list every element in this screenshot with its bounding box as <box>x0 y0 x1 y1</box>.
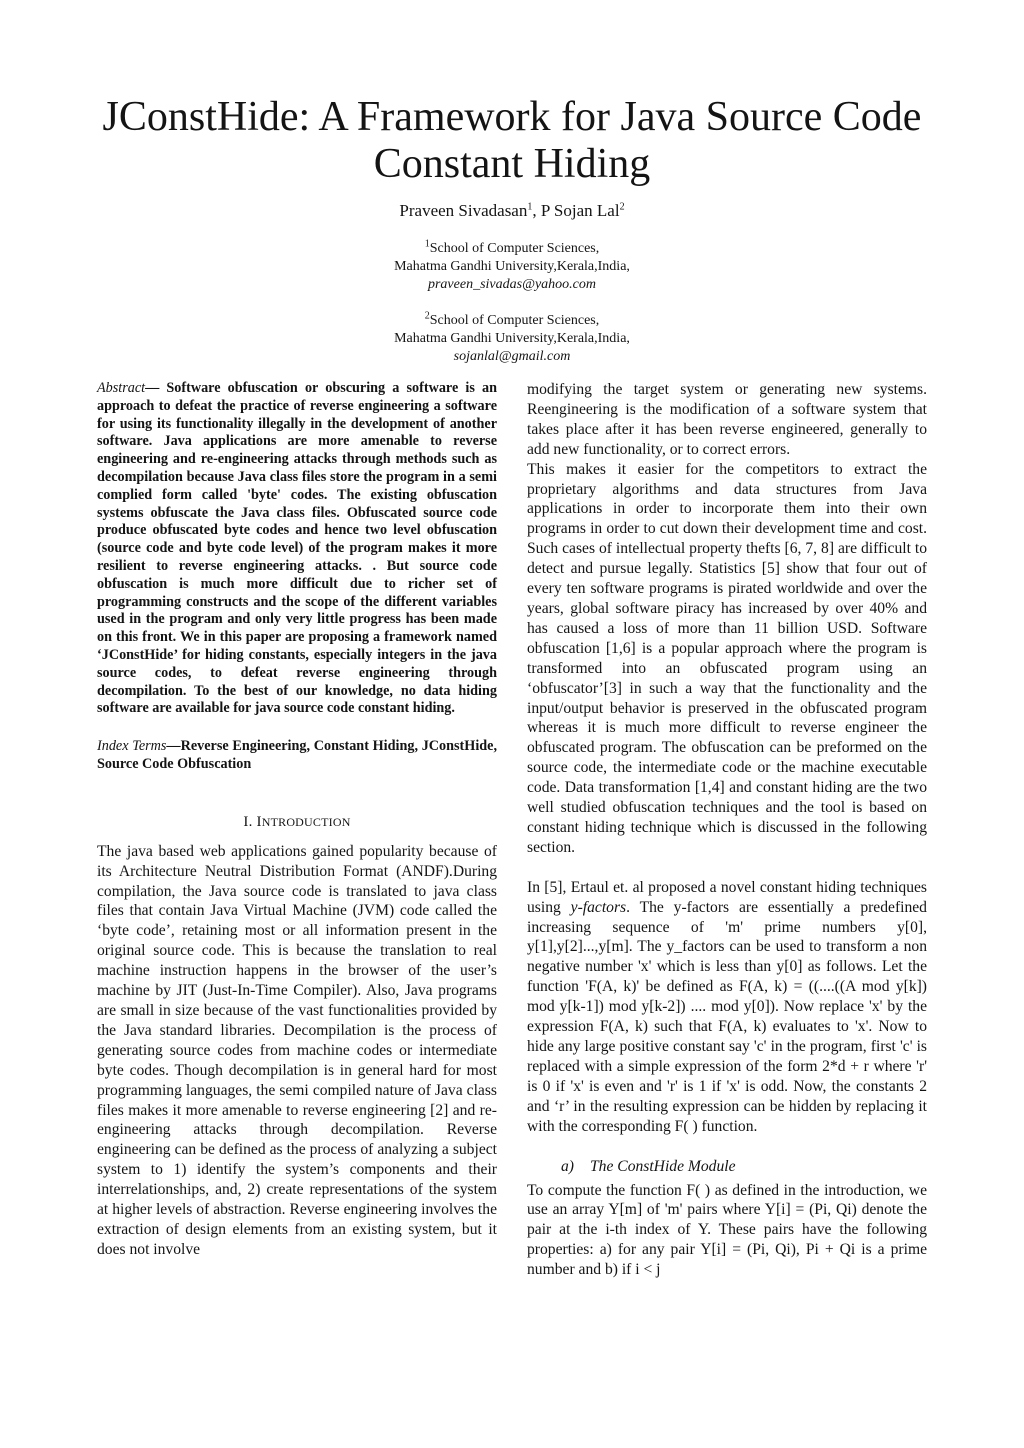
right-paragraph-4: To compute the function F( ) as defined in the introduction, we use an array Y[m] of 'm' pairs where Y[i] = (Pi, Qi) denote the pair at the i-th index of Y. These pairs have the following properties: a) for any pair Y[i] = (Pi, Qi), Pi + Qi is a prime number and b) if i < j <box>527 1181 927 1279</box>
author-2: P Sojan Lal <box>540 201 620 220</box>
right-paragraph-3 <box>527 878 927 1137</box>
paragraph-3-before: In [5], Ertaul et. al proposed a novel constant hiding techniques using <box>527 878 927 916</box>
author-1-affil-mark: 1 <box>527 201 533 213</box>
affiliation-2-university: Mahatma Gandhi University,Kerala,India, <box>394 331 630 346</box>
section-numeral: I. <box>243 813 257 830</box>
section-first-letter: I <box>256 813 262 830</box>
index-terms-dash: — <box>166 738 181 755</box>
title-line-2: Constant Hiding <box>373 141 651 187</box>
subsection-title: The ConstHide Module <box>590 1157 736 1175</box>
right-column <box>527 380 927 1280</box>
affiliation-1-mark: 1 <box>424 238 430 250</box>
author-1: Praveen Sivadasan <box>399 201 528 220</box>
affiliation-2-mark: 2 <box>424 310 430 322</box>
affiliation-1-email[interactable]: praveen_sivadas@yahoo.com <box>427 277 596 292</box>
title-line-1: JConstHide: A Framework for Java Source Code <box>102 94 922 140</box>
right-paragraph-1: modifying the target system or generating new systems. Reengineering is the modification of a software system that takes place after it has been reverse engineered, generally to add new functionality, or to correct errors. <box>527 381 927 458</box>
abstract <box>97 380 497 718</box>
left-column <box>97 380 497 1260</box>
y-factors-term: y-factors <box>570 898 627 916</box>
affiliation-1-school: School of Computer Sciences, <box>429 241 600 256</box>
section-heading-introduction <box>97 812 497 832</box>
paper-title <box>40 94 984 188</box>
subsection-letter: a) <box>561 1157 574 1175</box>
author-separator: , <box>532 201 541 220</box>
abstract-label: Abstract <box>97 380 146 396</box>
affiliation-1-university: Mahatma Gandhi University,Kerala,India, <box>394 259 630 274</box>
author-list <box>0 200 1024 222</box>
index-terms-label: Index Terms <box>97 738 167 755</box>
paragraph-3-after: . The y-factors are essentially a predefined increasing sequence of 'm' prime numbers y[0], y[1],y[2]...,y[m]. The y_factors can be used to transform a non negative number 'x' which is less than y[0] as follows. Let the function 'F(A, k)' be defined as F(A, k) = ((....((A mod y[k]) mod y[k-1]) mod y[k-2]) .... mod y[0]). Now replace 'x' by the expression F(A, k) such that F(A, k) evaluates to 'x'. Now to hide any large positive constant say 'c' in the program, first 'c' is replaced with a simple expression of the form 2*d + r where 'r' is 0 if 'x' is even and 'r' is 1 if 'x' is odd. Now, the constants 2 and ‘r’ in the resulting expression can be hidden by replacing it with the corresponding F( ) function. <box>527 898 927 1135</box>
affiliation-2-school: School of Computer Sciences, <box>429 313 600 328</box>
right-paragraph-2: This makes it easier for the competitors to extract the proprietary algorithms and data structures from Java applications in order to incorporate them into their own programs in order to cut down their development time and cost. Such cases of intellectual property thefts [6, 7, 8] are difficult to detect and pursue legally. Statistics [5] show that four out of every ten software programs is pirated worldwide and over the years, global software piracy has increased by over 40% and has caused a loss of more than 11 billion USD. Software obfuscation [1,6] is a popular approach where the program is transformed into an obfuscated program using an ‘obfuscator’[3] in such a way that the functionality and the input/output behavior is preserved in the obfuscated program whereas it is much more difficult to reverse engineer the obfuscated program. The obfuscation can be preformed on the source code, the intermediate code or the machine executable code. Data transformation [1,4] and constant hiding are the two well studied obfuscation techniques and the tool is based on constant hiding technique which is discussed in the following section. <box>527 460 927 856</box>
affiliation-2 <box>0 312 1024 366</box>
index-terms <box>97 738 497 774</box>
abstract-text: Software obfuscation or obscuring a software is an approach to defeat the practice of reverse engineering a software for using its functionality illegally in the development of another software. Java applications are more amenable to reverse engineering and re-engineering attacks through methods such as decompilation because Java class files store the program in a semi complied form called 'byte' codes. The existing obfuscation systems obfuscate the Java class files. Obfuscated source code produce obfuscated byte codes and hence two level obfuscation (source code and byte code level) of the program makes it more resilient to reverse engineering attacks. . But source code obfuscation is much more difficult due to richer set of programming constructs and the scope of the different variables used in the program and only very little progress has been made on this front. We in this paper are proposing a framework named ‘JConstHide’ for hiding constants, especially integers in the java source codes, to defeat reverse engineering through decompilation. To the best of our knowledge, no data hiding software are available for java source code constant hiding. <box>97 380 497 717</box>
author-2-affil-mark: 2 <box>619 201 625 213</box>
index-terms-text: Reverse Engineering, Constant Hiding, JConstHide, Source Code Obfuscation <box>97 738 497 772</box>
section-title-rest: NTRODUCTION <box>261 814 351 829</box>
intro-paragraph: The java based web applications gained popularity because of its Architecture Neutral Distribution Format (ANDF).During compilation, the Java source code is translated to java class files that contain Java Virtual Machine (JVM) code called the ‘byte code’, retaining most or all information present in the original source code. This is because the translation to real machine instruction happens in the browser of the user’s machine by JIT (Just-In-Time Compiler). Also, Java programs are small in size because of the vast functionalities provided by the Java standard libraries. Decompilation is the process of generating source codes from machine codes or intermediate byte codes. Though decompilation is in general hard for most programming languages, the semi compiled nature of Java class files makes it more amenable to reverse engineering [2] and re-engineering attacks through decompilation. Reverse engineering can be defined as the process of analyzing a subject system to 1) identify the system’s components and their interrelationships, and, 2) create representations of the system at higher levels of abstraction. Reverse engineering involves the extraction of design elements from an existing system, but it does not involve <box>97 842 497 1258</box>
affiliation-2-email[interactable]: sojanlal@gmail.com <box>453 349 571 364</box>
affiliation-1 <box>0 240 1024 294</box>
subsection-heading-consthide <box>561 1157 927 1177</box>
abstract-dash: — <box>145 380 167 396</box>
